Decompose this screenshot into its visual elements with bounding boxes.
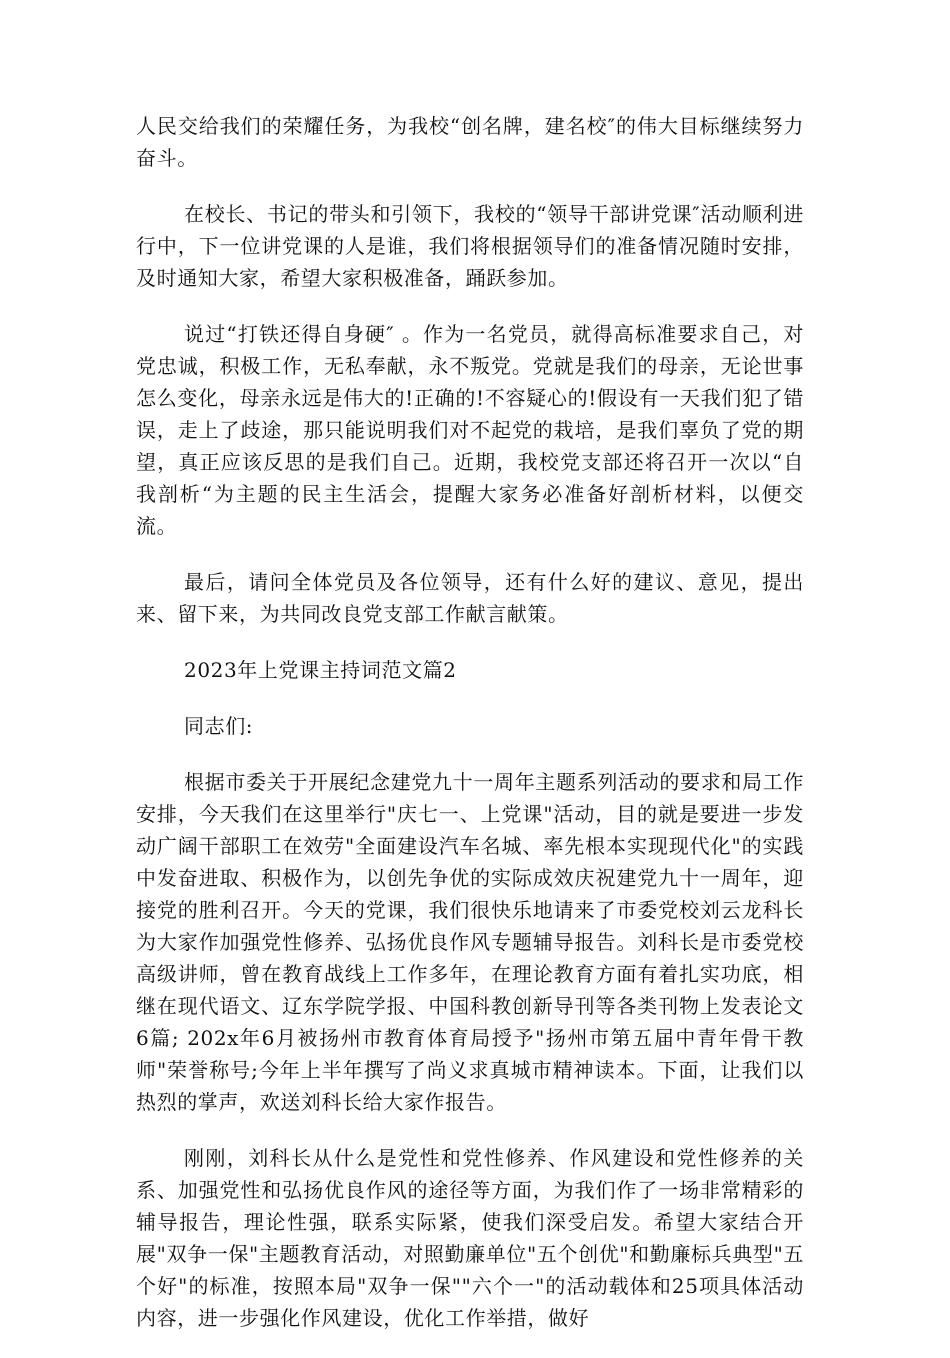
paragraph-leadership-lecture: 在校长、书记的带头和引领下，我校的“领导干部讲党课″活动顺利进行中，下一位讲党课的人是谁，我们将根据领导们的准备情况随时安排，及时通知大家，希望大家积极准备，踊跃参加。 <box>136 202 804 290</box>
paragraph-report-summary: 刚刚，刘科长从什么是党性和党性修养、作风建设和党性修养的关系、加强党性和弘扬优良作风的途径等方面，为我们作了一场非常精彩的辅导报告，理论性强，联系实际紧，使我们深受启发。希望大家结合开展"双争一保"主题教育活动，对照勤廉单位"五个创优"和勤廉标兵典型"五个好"的标准，按照本局"双争一保""六个一"的活动载体和25项具体活动内容，进一步强化作风建设，优化工作举措，做好 <box>136 1146 804 1330</box>
paragraph-closing-request: 最后，请问全体党员及各位领导，还有什么好的建议、意见，提出来、留下来，为共同改良党支部工作献言献策。 <box>136 570 804 626</box>
section-heading: 2023年上党课主持词范文篇2 <box>184 658 457 682</box>
paragraph-party-member-standards: 说过“打铁还得自身硬″ 。作为一名党员，就得高标准要求自己，对党忠诚，积极工作，无私奉献，永不叛党。党就是我们的母亲，无论世事怎么变化，母亲永远是伟大的!正确的!不容疑心的!假设有一天我们犯了错误，走上了歧途，那只能说明我们对不起党的栽培，是我们辜负了党的期望，真正应该反思的是我们自己。近期，我校党支部还将召开一次以“自我剖析“为主题的民主生活会，提醒大家务必准备好剖析材料，以便交流。 <box>136 322 804 538</box>
paragraph-event-introduction: 根据市委关于开展纪念建党九十一周年主题系列活动的要求和局工作安排，今天我们在这里举行"庆七一、上党课"活动，目的就是要进一步发动广阔干部职工在效劳"全面建设汽车名城、率先根本实现现代化"的实践中发奋进取、积极作为，以创先争优的实际成效庆祝建党九十一周年，迎接党的胜利召开。今天的党课，我们很快乐地请来了市委党校刘云龙科长为大家作加强党性修养、弘扬优良作风专题辅导报告。刘科长是市委党校高级讲师，曾在教育战线上工作多年，在理论教育方面有着扎实功底，相继在现代语文、辽东学院学报、中国科教创新导刊等各类刊物上发表论文6篇; 202x年6月被扬州市教育体育局授予"扬州市第五届中青年骨干教师"荣誉称号;今年上半年撰写了尚义求真城市精神读本。下面，让我们以热烈的掌声，欢送刘科长给大家作报告。 <box>136 770 804 1114</box>
document-body <box>136 110 804 1358</box>
salutation: 同志们: <box>184 714 254 738</box>
paragraph-continuation: 人民交给我们的荣耀任务，为我校“创名牌，建名校″的伟大目标继续努力奋斗。 <box>136 114 804 170</box>
